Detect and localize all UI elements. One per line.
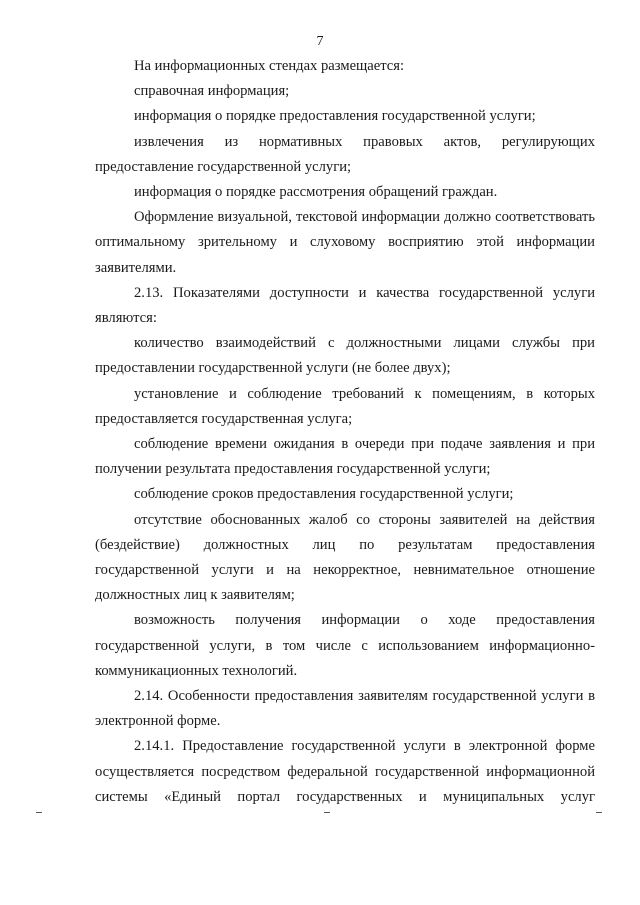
page-number: 7 (316, 34, 324, 49)
scan-mark (36, 812, 42, 813)
paragraph: На информационных стендах размещается: (134, 58, 405, 74)
paragraph: установление и соблюдение требований к помещениям, в которых предоставляется государственная услуга; (95, 385, 595, 427)
paragraph: соблюдение сроков предоставления государственной услуги; (134, 486, 514, 503)
paragraph: соблюдение времени ожидания в очереди при подаче заявления и при получении результата предоставления государственной услуги; (95, 436, 595, 478)
paragraph: информация о порядке предоставления государственной услуги; (134, 108, 536, 125)
paragraph: количество взаимодействий с должностными лицами службы при предоставлении государственной услуги (не более двух); (95, 335, 595, 377)
paragraph: отсутствие обоснованных жалоб со стороны заявителей на действия (бездействие) должностных лиц по результатам предоставления государственной услуги и на некорректное, невнимательное отношение должностных лиц к заявителям; (95, 511, 595, 604)
paragraph: 2.13. Показателями доступности и качества государственной услуги являются: (95, 284, 595, 327)
body-text (95, 54, 595, 810)
scan-mark (596, 812, 602, 813)
paragraph: справочная информация; (134, 83, 290, 100)
scan-mark (324, 812, 330, 813)
paragraph: извлечения из нормативных правовых актов, регулирующих предоставление государственной услуги; (95, 133, 595, 175)
paragraph: возможность получения информации о ходе предоставления государственной услуги, в том числе с использованием информационно-коммуникационных технологий. (95, 612, 595, 679)
paragraph: 2.14.1. Предоставление государственной услуги в электронной форме осуществляется посредством федеральной государственной информационной системы «Единый портал государственных и муниципальных услуг (95, 738, 595, 805)
paragraph: информация о порядке рассмотрения обращений граждан. (134, 184, 498, 201)
paragraph: Оформление визуальной, текстовой информации должно соответствовать оптимальному зрительному и слуховому восприятию этой информации заявителями. (95, 209, 595, 276)
paragraph: 2.14. Особенности предоставления заявителям государственной услуги в электронной форме. (95, 688, 595, 730)
